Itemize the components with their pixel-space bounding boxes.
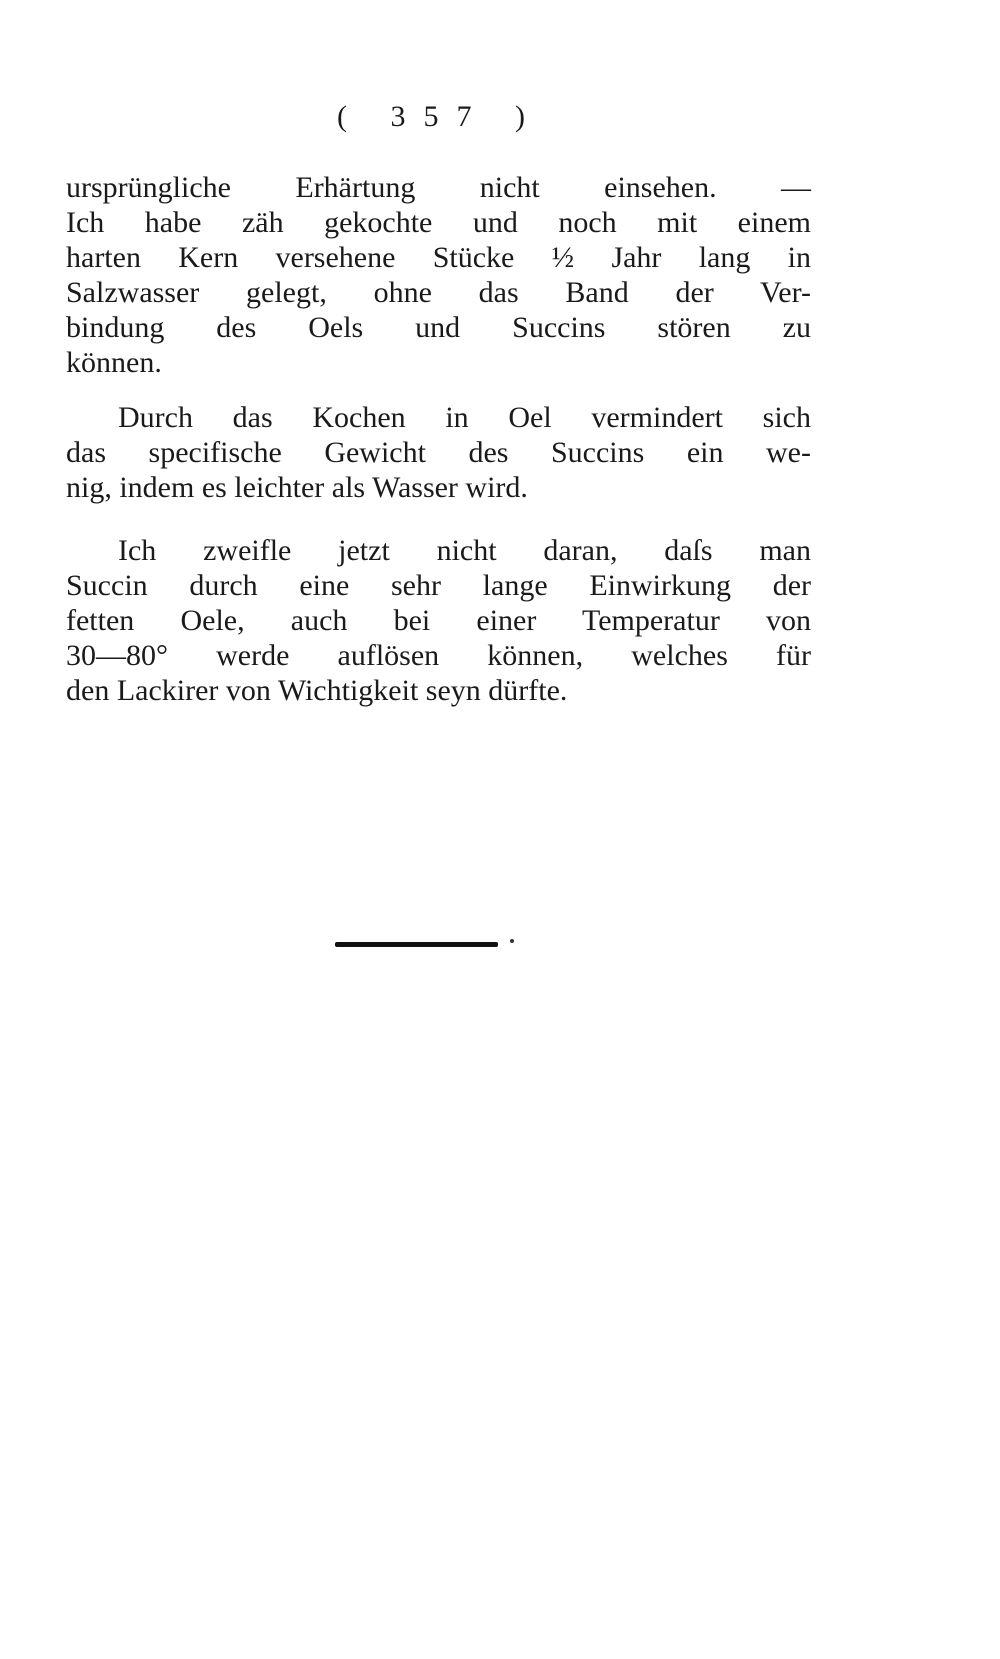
text-line: Durch das Kochen in Oel vermindert sich [118, 401, 811, 434]
rule-ornament-dot [510, 939, 514, 943]
text-line: harten Kern versehene Stücke ½ Jahr lang in [66, 241, 811, 274]
text-line: bindung des Oels und Succins stören zu [66, 311, 811, 344]
section-end-rule [335, 942, 498, 947]
paragraph-2 [66, 400, 811, 505]
text-line: Ich habe zäh gekochte und noch mit einem [66, 206, 811, 239]
text-line: fetten Oele, auch bei einer Temperatur von [66, 604, 811, 637]
text-line: 30—80° werde auflösen können, welches für [66, 639, 811, 672]
text-line: Succin durch eine sehr lange Einwirkung der [66, 569, 811, 602]
text-line: Ich zweifle jetzt nicht daran, daſs man [118, 534, 811, 567]
text-line: nig, indem es leichter als Wasser wird. [66, 471, 528, 504]
text-line: ursprüngliche Erhärtung nicht einsehen. — [66, 171, 811, 204]
page-number: ( 357 ) [337, 100, 543, 133]
text-line: Salzwasser gelegt, ohne das Band der Ver- [66, 276, 811, 309]
text-line: können. [66, 346, 162, 379]
paragraph-3 [66, 533, 811, 708]
text-line: den Lackirer von Wichtigkeit seyn dürfte. [66, 674, 568, 707]
paragraph-1 [66, 170, 811, 380]
text-line: das specifische Gewicht des Succins ein we- [66, 436, 811, 469]
